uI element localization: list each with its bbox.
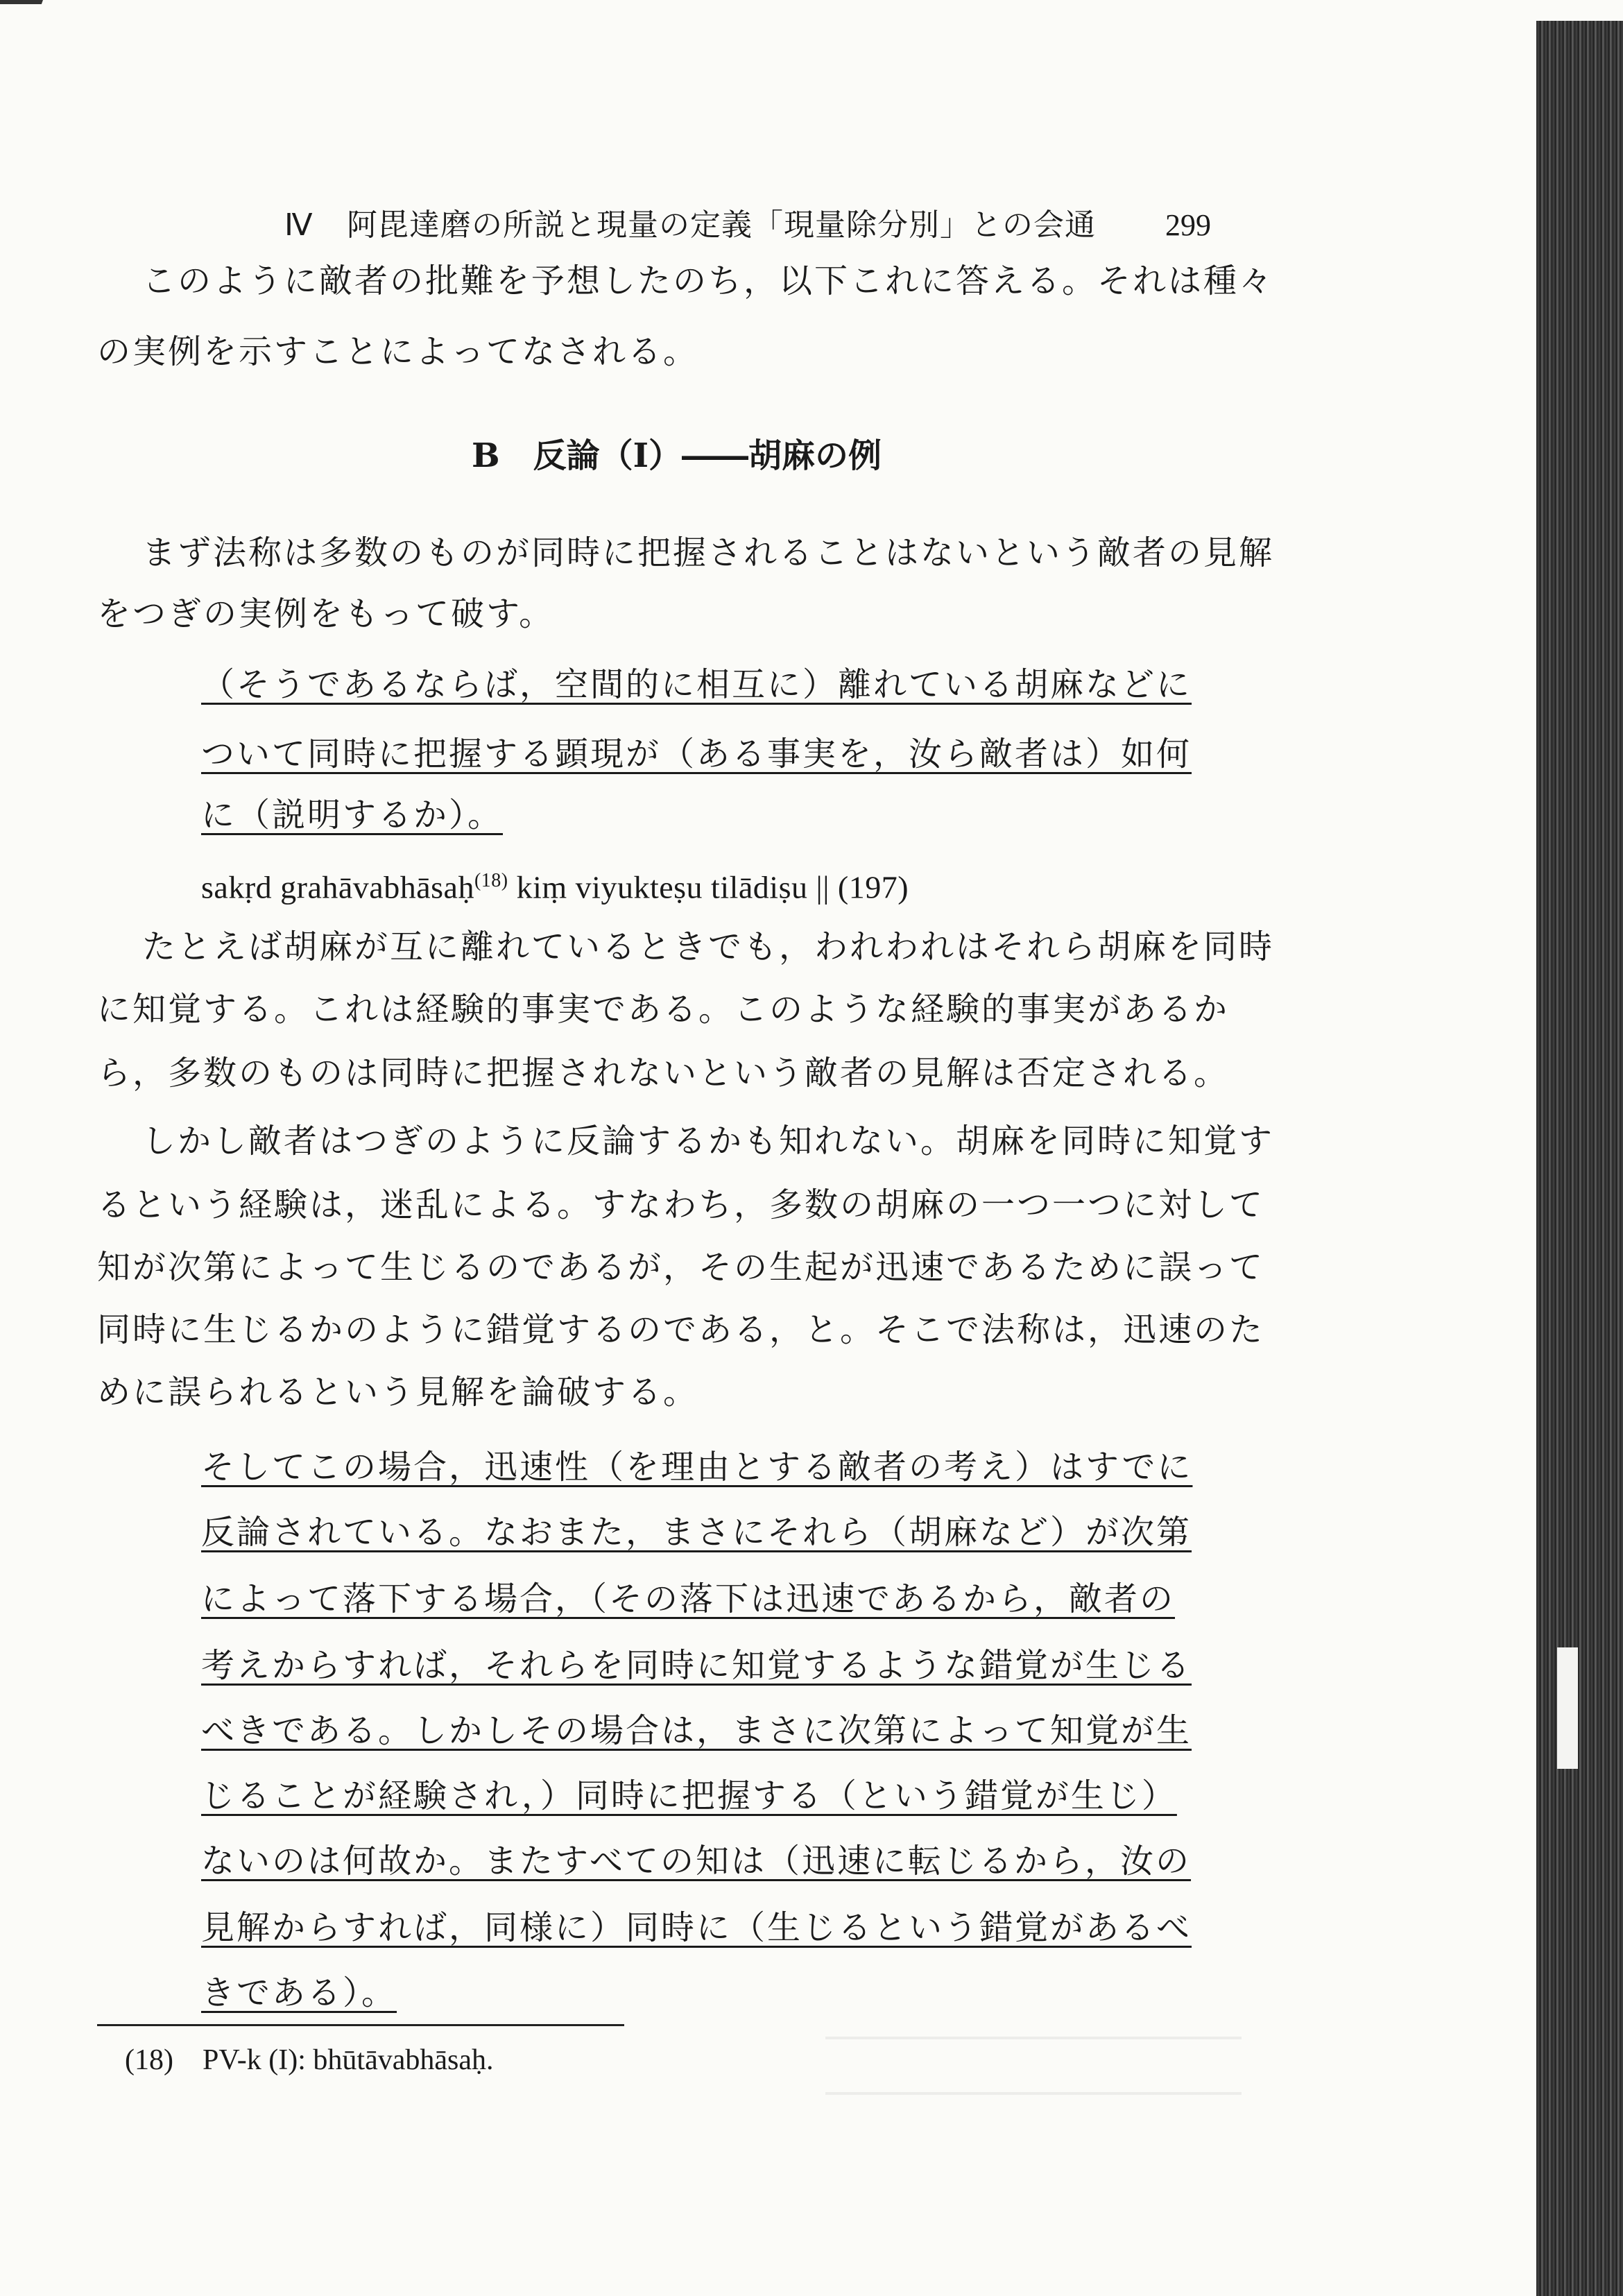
page-corner-mark	[0, 0, 43, 46]
header-section-number: Ⅳ	[284, 208, 313, 242]
footnote-rule	[97, 2024, 624, 2026]
quoted-translation-line: そしてこの場合，迅速性（を理由とする敵者の考え）はすでに	[201, 1448, 1193, 1487]
quoted-translation-line: ないのは何故か。またすべての知は（迅速に転じるから，汝の	[201, 1842, 1192, 1881]
sanskrit-verse	[201, 859, 909, 909]
quoted-translation-line: によって落下する場合，（その落下は迅速であるから，敵者の	[201, 1579, 1176, 1618]
footnote: (18) PV-k (I): bhūtāvabhāsaḥ.	[125, 2044, 494, 2076]
header-title: 阿毘達磨の所説と現量の定義「現量除分別」との会通	[347, 207, 1096, 243]
quoted-translation-line: 反論されている。なおまた，まさにそれら（胡麻など）が次第	[201, 1513, 1192, 1552]
quoted-translation-line: 見解からすれば，同様に）同時に（生じるという錯覚があるべ	[201, 1908, 1192, 1947]
text-line: まず法称は多数のものが同時に把握されることはないという敵者の見解	[142, 533, 1275, 572]
quoted-translation-line: べきである。しかしその場合は，まさに次第によって知覚が生	[201, 1711, 1192, 1750]
binding-clip	[1557, 1647, 1578, 1769]
quoted-translation-line: に（説明するか）。	[201, 796, 504, 834]
text-line: しかし敵者はつぎのように反論するかも知れない。胡麻を同時に知覚す	[142, 1122, 1275, 1160]
page-number: 299	[1165, 208, 1211, 242]
quoted-translation-line: 考えからすれば，それらを同時に知覚するような錯覚が生じる	[201, 1646, 1192, 1685]
sanskrit-verse-part: sakṛd grahāvabhāsaḥ	[201, 869, 474, 905]
text-line: このように敵者の批難を予想したのち，以下これに答える。それは種々	[142, 262, 1275, 300]
text-line: たとえば胡麻が互に離れているときでも，われわれはそれら胡麻を同時	[142, 927, 1275, 966]
quoted-translation-line: じることが経験され，）同時に把握する（という錯覚が生じ）	[201, 1776, 1177, 1815]
text-line: の実例を示すことによってなされる。	[97, 332, 699, 371]
quoted-translation-line: きである）。	[201, 1973, 397, 2012]
text-line: に知覚する。これは経験的事実である。このような経験的事実があるか	[97, 990, 1230, 1029]
running-header	[284, 205, 1228, 246]
book-binding-edge	[1536, 21, 1623, 2296]
text-line: めに誤られるという見解を論破する。	[97, 1373, 699, 1412]
text-line: るという経験は，迷乱による。すなわち，多数の胡麻の一つ一つに対して	[97, 1185, 1265, 1224]
text-line: 同時に生じるかのように錯覚するのである，と。そこで法称は，迅速のた	[97, 1310, 1265, 1349]
show-through-text	[825, 1998, 1242, 2123]
section-heading: B 反論（Ⅰ）――胡麻の例	[472, 436, 882, 475]
text-line: をつぎの実例をもって破す。	[97, 594, 555, 633]
footnote-marker: (18)	[474, 870, 508, 891]
quoted-translation-line: （そうであるならば，空間的に相互に）離れている胡麻などに	[201, 665, 1192, 704]
sanskrit-verse-part: kiṃ viyukteṣu tilādiṣu || (197)	[508, 869, 909, 905]
quoted-translation-line: ついて同時に把握する顕現が（ある事実を，汝ら敵者は）如何	[201, 735, 1192, 773]
text-line: ら，多数のものは同時に把握されないという敵者の見解は否定される。	[97, 1054, 1230, 1093]
text-line: 知が次第によって生じるのであるが，その生起が迅速であるために誤って	[97, 1248, 1265, 1287]
